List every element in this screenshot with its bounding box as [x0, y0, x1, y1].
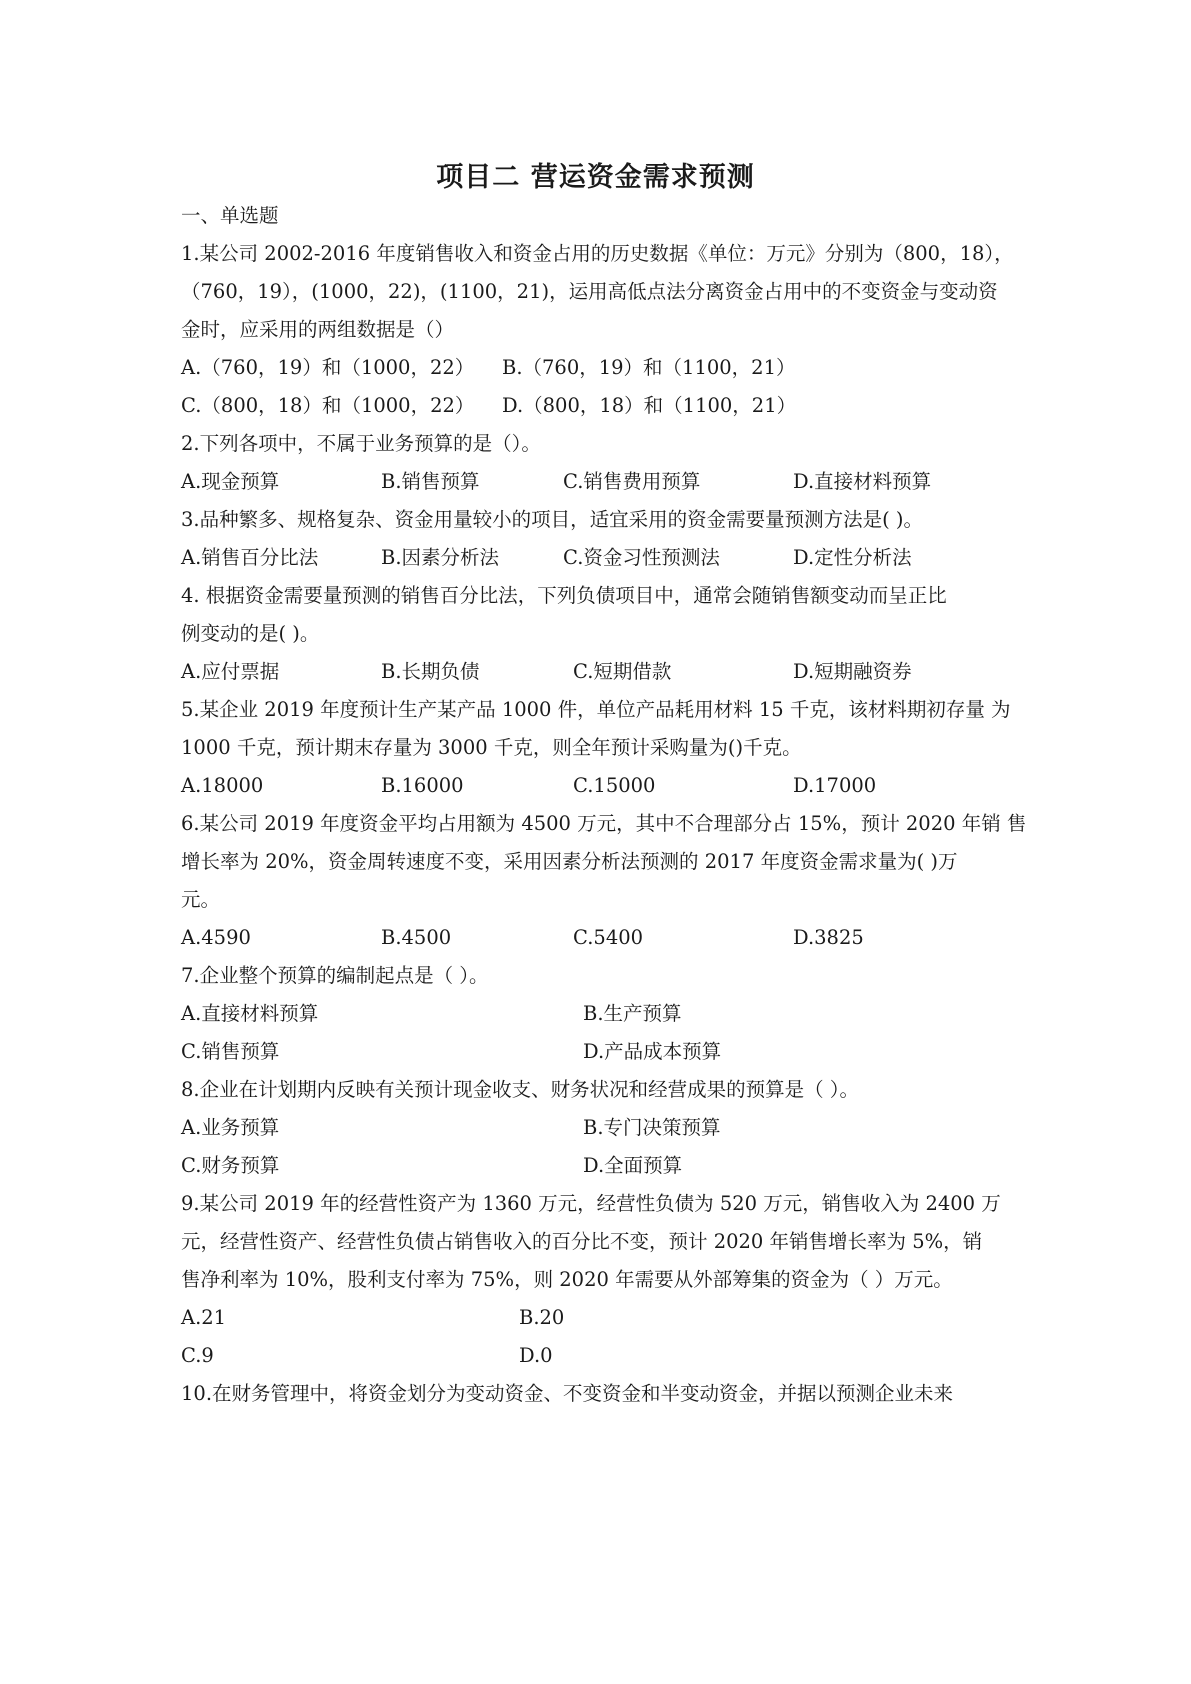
option-a: A.（760，19）和（1000，22） [181, 356, 475, 379]
question-text: 增长率为 20%，资金周转速度不变，采用因素分析法预测的 2017 年度资金需求量为( )万 [181, 850, 958, 873]
option-d: D.（800，18）和（1100，21） [502, 394, 797, 417]
option-c: C.（800，18）和（1000，22） [181, 394, 475, 417]
option-a: A.直接材料预算 [181, 1002, 319, 1025]
option-b: B.（760，19）和（1100，21） [502, 356, 796, 379]
option-a: A.应付票据 [181, 660, 280, 683]
question-text: 5.某企业 2019 年度预计生产某产品 1000 件，单位产品耗用材料 15 千克，该材料期初存量 为 [181, 698, 1011, 721]
question-text: 8.企业在计划期内反映有关预计现金收支、财务状况和经营成果的预算是（ ）。 [181, 1078, 860, 1101]
option-a: A.业务预算 [181, 1116, 280, 1139]
question-text: 6.某公司 2019 年度资金平均占用额为 4500 万元，其中不合理部分占 15%，预计 2020 年销 售 [181, 812, 1027, 835]
option-c: C.短期借款 [573, 660, 672, 683]
option-c: C.9 [181, 1344, 214, 1367]
option-b: B.长期负债 [381, 660, 480, 683]
question-text: 元，经营性资产、经营性负债占销售收入的百分比不变，预计 2020 年销售增长率为 5%，销 [181, 1230, 983, 1253]
question-text: 1000 千克，预计期末存量为 3000 千克，则全年预计采购量为()千克。 [181, 736, 802, 759]
question-text: 9.某公司 2019 年的经营性资产为 1360 万元，经营性负债为 520 万元，销售收入为 2400 万 [181, 1192, 1001, 1215]
option-b: B.销售预算 [381, 470, 480, 493]
option-c: C.15000 [573, 774, 656, 797]
option-a: A.21 [181, 1306, 227, 1329]
option-c: C.资金习性预测法 [563, 546, 720, 569]
question-text: （760，19），(1000，22)，(1100，21)，运用高低点法分离资金占用中的不变资金与变动资 [181, 280, 998, 303]
question-text: 3.品种繁多、规格复杂、资金用量较小的项目，适宜采用的资金需要量预测方法是( )。 [181, 508, 924, 531]
option-c: C.销售预算 [181, 1040, 280, 1063]
question-text: 元。 [181, 888, 221, 911]
option-c: C.5400 [573, 926, 644, 949]
question-text: 2.下列各项中，不属于业务预算的是（）。 [181, 432, 541, 455]
option-b: B.专门决策预算 [583, 1116, 721, 1139]
option-d: D.17000 [793, 774, 877, 797]
option-d: D.定性分析法 [793, 546, 912, 569]
option-d: D.0 [519, 1344, 553, 1367]
page-title: 项目二 营运资金需求预测 [436, 162, 755, 193]
option-b: B.16000 [381, 774, 464, 797]
option-b: B.4500 [381, 926, 452, 949]
question-text: 1.某公司 2002-2016 年度销售收入和资金占用的历史数据《单位：万元》分别为（800，18）， [181, 242, 1014, 265]
option-d: D.全面预算 [583, 1154, 683, 1177]
option-d: D.产品成本预算 [583, 1040, 722, 1063]
question-text: 7.企业整个预算的编制起点是（ ）。 [181, 964, 489, 987]
option-a: A.18000 [181, 774, 264, 797]
question-text: 金时，应采用的两组数据是（） [181, 318, 455, 341]
option-c: C.财务预算 [181, 1154, 280, 1177]
option-a: A.4590 [181, 926, 251, 949]
option-a: A.销售百分比法 [181, 546, 319, 569]
question-text: 10.在财务管理中，将资金划分为变动资金、不变资金和半变动资金，并据以预测企业未来 [181, 1382, 954, 1405]
option-b: B.因素分析法 [381, 546, 500, 569]
option-a: A.现金预算 [181, 470, 280, 493]
question-text: 售净利率为 10%，股利支付率为 75%，则 2020 年需要从外部筹集的资金为（ ）万元。 [181, 1268, 953, 1291]
question-text: 例变动的是( )。 [181, 622, 320, 645]
option-d: D.3825 [793, 926, 864, 949]
option-b: B.生产预算 [583, 1002, 682, 1025]
option-c: C.销售费用预算 [563, 470, 701, 493]
question-text: 4. 根据资金需要量预测的销售百分比法，下列负债项目中，通常会随销售额变动而呈正比 [181, 584, 947, 607]
option-d: D.短期融资券 [793, 660, 912, 683]
section-heading: 一、单选题 [181, 204, 279, 227]
option-b: B.20 [519, 1306, 565, 1329]
option-d: D.直接材料预算 [793, 470, 932, 493]
